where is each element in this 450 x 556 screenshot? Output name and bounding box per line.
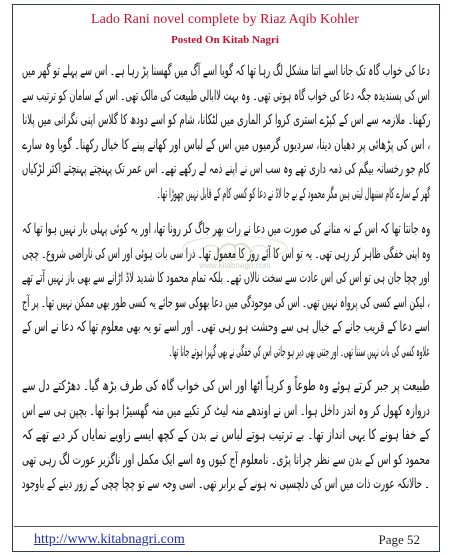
text-line-content: ۔ حالانکہ عورت ذات میں اس کی دلچسپی نہ ہونے کے برابر تھی۔ اسی وجہ سے تو چچا چچی کے زور دینے کے باوجود	[22, 476, 430, 492]
text-line	[22, 291, 430, 316]
watermark-url: www.kitabnagri.com	[199, 261, 271, 270]
text-line	[22, 374, 430, 399]
text-line	[22, 133, 430, 158]
text-line-content: دروازہ کھول کر وہ اندر داخل ہوا۔ اس نے اوندھے منہ لیٹ کر تکیے میں منہ گھسیڑا ہوا تھا۔ بچپن ہی سے اس	[22, 402, 430, 419]
page-number: Page 52	[378, 532, 420, 547]
text-line-content: اسے دعا کے قریب جانے کے خیال ہی سے وحشت ہو رہی تھی۔ اور اسے تو یہ بھی معلوم تھا کہ دعا نے اس کے	[22, 319, 430, 335]
text-line-content: طبیعت پر جبر کرتے ہوئے وہ طوعاً و کرہاً اٹھا اور اس کی خواب گاہ کی طرف بڑھ گیا۔ دھڑکتے دل سے	[22, 378, 430, 394]
text-line	[22, 315, 430, 340]
text-line-content: وہ اپنی خفگی ظاہر کر رہی تھی۔ یہ تو اس کا آئے روز کا معمول تھا۔ ذرا سی بات ہوئی اور اس کی ناراضی شروع۔ چچی	[22, 245, 430, 262]
text-line	[22, 472, 430, 497]
text-line-content: ، اس کی پڑھائی پر دھیان دینا، سردیوں گرمیوں میں اس کے لباس اور کھانے پینے کا خیال رکھنا۔ گویا وہ سارے	[22, 136, 430, 153]
text-line-content: رکھنا۔ ملازمہ سے اس کے کپڑے استری کروا کر الماری میں لٹکانا، شام کو اسے دودھ کا گلاس اپنی نگرانی میں پلانا	[22, 112, 430, 128]
text-line	[22, 108, 430, 133]
footer-website-link[interactable]: http://www.kitabnagri.com	[34, 532, 185, 547]
text-line	[22, 182, 430, 207]
text-line	[22, 266, 430, 291]
paragraph	[22, 217, 430, 364]
text-line-content: دعا کی خواب گاہ تک جانا اسے اتنا مشکل لگ رہا تھا کہ گویا اسے آگ میں گھسنا پڑ رہا ہے۔ اس سے پہلے تو گھر میں	[22, 63, 430, 79]
paragraph	[22, 59, 430, 206]
text-line-content: ، لیکن اسے کسی کی پرواہ نہیں تھی۔ اس کی موجودگی میں دعا بھوکی سو جائے یہ کسی طور بھی ممکن نہیں تھا۔ پر آج	[22, 294, 430, 311]
footer-divider	[14, 526, 438, 527]
text-line	[22, 448, 430, 473]
text-line-content: کام جو رخسانہ بیگم کی ذمہ داری تھے وہ سب اس نے اپنے ذمہ لے رکھے تھے۔ اس عمر تک پہنچتے پہنچتے اکثر لڑکیاں	[22, 161, 430, 177]
text-line-content: گھر کے سارے کام سنبھال لیتی ہیں مگر محمود کے بے جا لاڈ نے دعا کو کسی کام کے قابل نہیں چھوڑا تھا۔	[156, 185, 430, 202]
document-subtitle: Posted On Kitab Nagri	[171, 34, 279, 46]
text-line-content: کے خفا ہونے کا یہی انداز تھا۔ بے ترتیب ہوتے لباس نے بدن کے کچھ ایسے زاویے نمایاں کر دیے تھے کہ	[22, 427, 430, 443]
text-line-content: محمود کو اس کے بدن سے نظر چرانا پڑی۔ نامعلوم آج کیوں وہ اسے ایک مکمل اور ناگزیر عورت لگ رہی تھی	[22, 451, 430, 468]
text-line-content: وہ جانتا تھا کہ اس کے نہ منانے کی صورت میں دعا نے رات بھر جاگ کر رونا تھا، اور یہ کوئی پہلی بار نہیں ہوا تھا کہ	[22, 221, 430, 237]
text-line	[22, 217, 430, 242]
text-line	[22, 84, 430, 109]
text-line-content: علاوہ کسی کی بات نہیں سننا تھی۔ اور جتنی بھی دیر ہو جاتی اس کی خفگی نے بھی گہرا ہوتے جانا تھا۔	[168, 343, 430, 360]
text-line	[22, 423, 430, 448]
text-line	[22, 157, 430, 182]
paragraph	[22, 374, 430, 497]
text-line	[22, 399, 430, 424]
document-title: Lado Rani novel complete by Riaz Aqib Kohler	[91, 12, 359, 27]
text-line-content: اور چچا جان ہی تو اس کی اس عادت سے سخت نالاں تھے۔ بلکہ تمام محمود کا شدید لاڈ اڑانے سے بھی باز نہیں آتے تھے	[22, 270, 430, 286]
text-line-content: اس کی پسندیدہ جگہ دعا کی خواب گاہ ہوتی تھی۔ وہ بہت لاابالی طبیعت کی مالک تھی۔ اس کے سامان کو ترتیب سے	[22, 87, 430, 104]
text-line	[22, 340, 430, 365]
text-line	[22, 242, 430, 267]
text-line	[22, 59, 430, 84]
